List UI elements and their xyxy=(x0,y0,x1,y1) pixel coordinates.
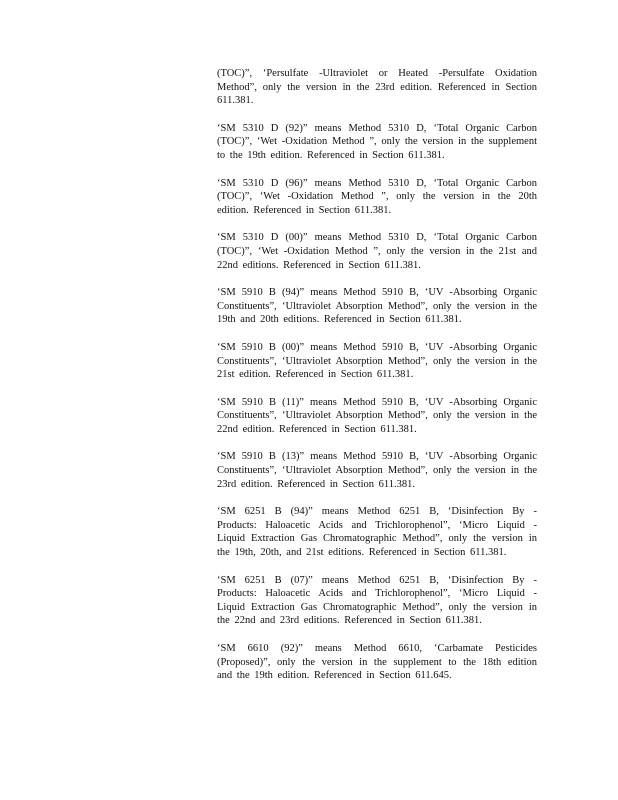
paragraph-sm-5910-b-00: ‘SM 5910 B (00)” means Method 5910 B, ‘UV -Absorbing Organic Constituents”, ‘Ultraviolet Absorption Method”, only the version in the 21st edition. Referenced in Section 611.381. xyxy=(217,341,537,381)
paragraph-sm-5910-b-11: ‘SM 5910 B (11)” means Method 5910 B, ‘UV -Absorbing Organic Constituents”, ‘Ultraviolet Absorption Method”, only the version in the 22nd edition. Referenced in Section 611.381. xyxy=(217,396,537,435)
paragraph-sm-6251-b-94: ‘SM 6251 B (94)” means Method 6251 B, ‘Disinfection By - Products: Haloacetic Acids and Trichlorophenol”, ‘Micro Liquid - Liquid Extraction Gas Chromatographic Method”, only the version in the 19th, 20th, and 21st editions. Referenced in Section 611.381. xyxy=(217,506,537,559)
paragraph-sm-5310-d-96: ‘SM 5310 D (96)” means Method 5310 D, ‘Total Organic Carbon (TOC)”, ‘Wet -Oxidation Method ”, only the version in the 20th edition. Referenced in Section 611.381. xyxy=(217,177,537,216)
paragraph-sm-5310-d-92: ‘SM 5310 D (92)” means Method 5310 D, ‘Total Organic Carbon (TOC)”, ‘Wet -Oxidation Method ”, only the version in the supplement to the 19th edition. Referenced in Section 611.381. xyxy=(217,122,537,161)
paragraph-sm-5910-b-13: ‘SM 5910 B (13)” means Method 5910 B, ‘UV -Absorbing Organic Constituents”, ‘Ultraviolet Absorption Method”, only the version in the 23rd edition. Referenced in Section 611.381. xyxy=(217,451,537,490)
paragraph-sm-5910-b-94: ‘SM 5910 B (94)” means Method 5910 B, ‘UV -Absorbing Organic Constituents”, ‘Ultraviolet Absorption Method”, only the version in the 19th and 20th editions. Referenced in Section 611.381. xyxy=(217,287,537,326)
paragraph-sm-6251-b-07: ‘SM 6251 B (07)” means Method 6251 B, ‘Disinfection By - Products: Haloacetic Acids and Trichlorophenol”, ‘Micro Liquid - Liquid Extraction Gas Chromatographic Method”, only the version in the 22nd and 23rd editions. Referenced in Section 611.381. xyxy=(217,574,537,627)
paragraph-sm-5310-d-00: ‘SM 5310 D (00)” means Method 5310 D, ‘Total Organic Carbon (TOC)”, ‘Wet -Oxidation Method ”, only the version in the 21st and 22nd editions. Referenced in Section 611.381. xyxy=(217,232,537,271)
definitions-text-block xyxy=(217,67,537,697)
paragraph-sm-6610-92: ‘SM 6610 (92)” means Method 6610, ‘Carbamate Pesticides (Proposed)”, only the version in the supplement to the 18th edition and the 19th edition. Referenced in Section 611.645. xyxy=(217,643,537,682)
paragraph-toc-persulfate-continuation: (TOC)”, ‘Persulfate -Ultraviolet or Heated -Persulfate Oxidation Method”, only the version in the 23rd edition. Referenced in Section 611.381. xyxy=(217,68,537,107)
